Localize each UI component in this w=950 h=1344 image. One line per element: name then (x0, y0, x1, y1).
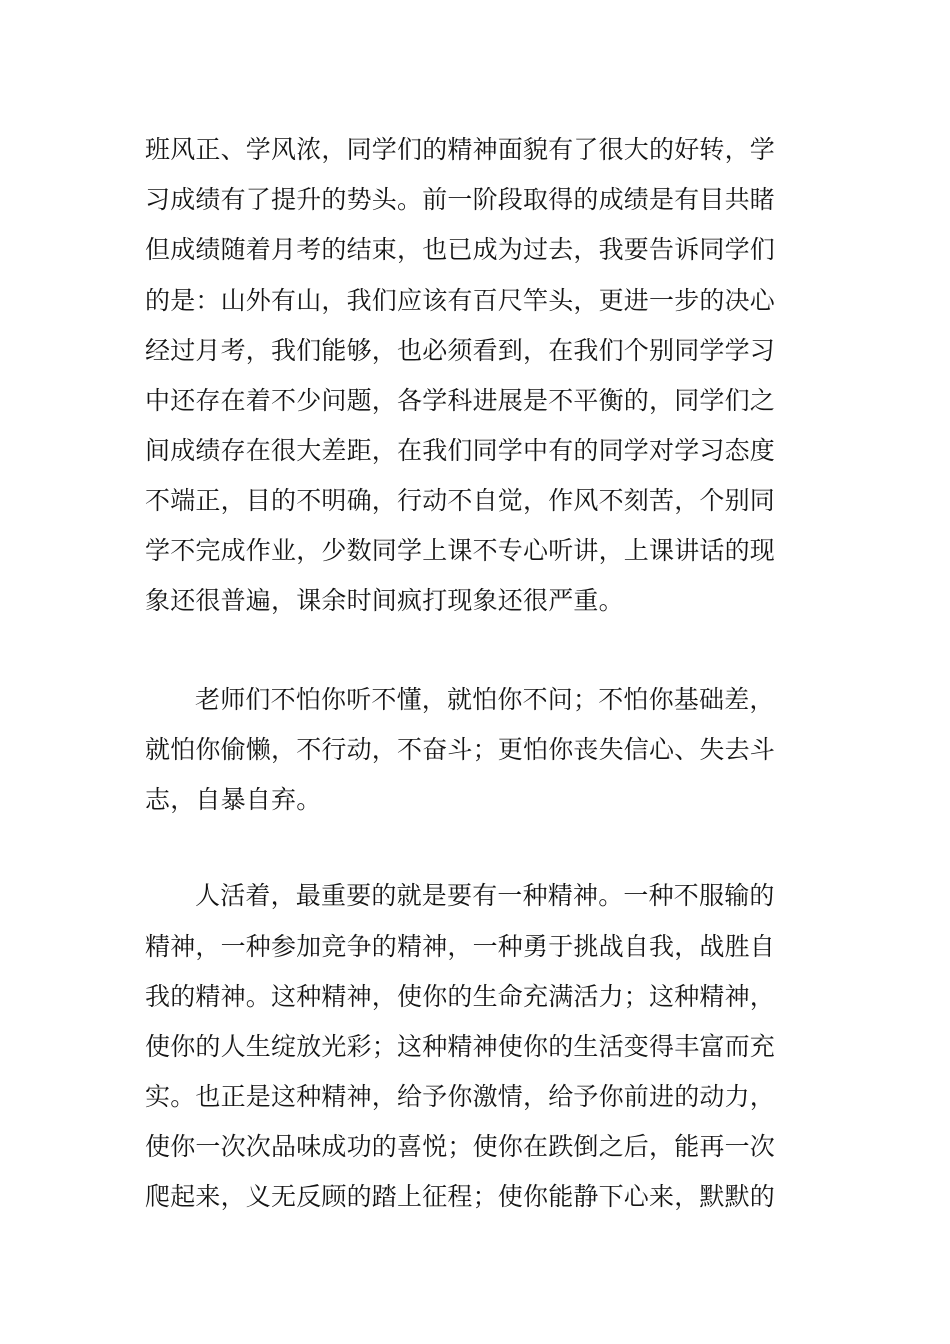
paragraph-line: 志，自暴自弃。 (145, 785, 322, 814)
paragraph-line: 间成绩存在很大差距，在我们同学中有的同学对学习态度 (145, 436, 776, 465)
paragraph-line: 但成绩随着月考的结束，也已成为过去，我要告诉同学们 (145, 235, 776, 264)
paragraph-line: 习成绩有了提升的势头。前一阶段取得的成绩是有目共睹 (145, 185, 776, 214)
paragraph-line: 爬起来，义无反顾的踏上征程；使你能静下心来，默默的 (145, 1182, 776, 1211)
paragraph-line: 我的精神。这种精神，使你的生命充满活力；这种精神， (145, 982, 776, 1011)
paragraph-line: 经过月考，我们能够，也必须看到，在我们个别同学学习 (145, 336, 776, 365)
paragraph-line: 就怕你偷懒，不行动，不奋斗；更怕你丧失信心、失去斗 (145, 735, 776, 764)
paragraph-line: 实。也正是这种精神，给予你激情，给予你前进的动力， (145, 1082, 776, 1111)
paragraph-line: 的是：山外有山，我们应该有百尺竿头，更进一步的决心 (145, 286, 776, 315)
paragraph-line: 人活着，最重要的就是要有一种精神。一种不服输的 (195, 881, 775, 910)
paragraph-line: 不端正，目的不明确，行动不自觉，作风不刻苦，个别同 (145, 486, 776, 515)
paragraph-line: 精神，一种参加竞争的精神，一种勇于挑战自我，战胜自 (145, 932, 776, 961)
paragraph-line: 中还存在着不少问题，各学科进展是不平衡的，同学们之 (145, 386, 776, 415)
paragraph-line: 学不完成作业，少数同学上课不专心听讲，上课讲话的现 (145, 536, 776, 565)
paragraph-line: 使你一次次品味成功的喜悦；使你在跌倒之后，能再一次 (145, 1132, 776, 1161)
paragraph-line: 使你的人生绽放光彩；这种精神使你的生活变得丰富而充 (145, 1032, 776, 1061)
paragraph-line: 班风正、学风浓，同学们的精神面貌有了很大的好转，学 (145, 135, 776, 164)
paragraph-line: 象还很普遍，课余时间疯打现象还很严重。 (145, 586, 624, 615)
paragraph-line: 老师们不怕你听不懂，就怕你不问；不怕你基础差， (195, 685, 775, 714)
